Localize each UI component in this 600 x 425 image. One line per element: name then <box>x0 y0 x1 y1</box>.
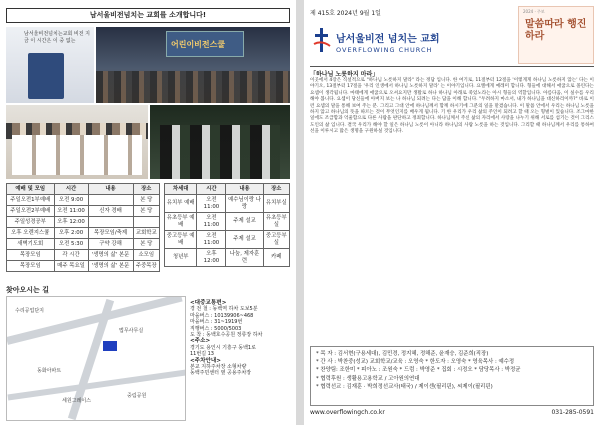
cell: 유초등부실 <box>263 213 289 231</box>
info-line: 직행버스 : 5000/5003 <box>190 325 242 332</box>
cell <box>133 217 159 228</box>
location-map <box>6 296 186 421</box>
staff-line: * 찬양팀: 조한미 * 피아노 : 조원숙 * 드럼 : 박영준 * 집회 : 시정오 * 담당목사 : 박정균 <box>316 367 521 374</box>
info-heading: <대중교통편> <box>190 300 227 306</box>
crowd-image <box>96 71 290 103</box>
cell: 유초등부 예배 <box>165 213 197 231</box>
cell: 오전 9:00 <box>54 195 88 206</box>
staff-line: * 간 사 : 박찬중(성교) 교회학교/교육 : 오영숙 * 한도자 : 오영숙 * 영육목사 : 예수정 <box>316 359 515 366</box>
cell: 매주 목요일 <box>54 261 88 272</box>
col-header: 시간 <box>54 184 88 195</box>
theme-card <box>518 6 594 64</box>
info-heading: <주차안내> <box>190 357 221 364</box>
cell: 주일오전2부예배 <box>7 206 55 217</box>
cell: 유치부실 <box>263 195 289 213</box>
cell: 구약 강해 <box>88 239 133 250</box>
cell: 유치부 예배 <box>165 195 197 213</box>
cell: 오후 오렌지스쿨 <box>7 228 55 239</box>
table-header-row <box>165 184 290 195</box>
cell: 신자 경배 <box>88 206 133 217</box>
directions-info <box>190 300 292 377</box>
map-label: 동화아파트 <box>37 368 62 374</box>
figures-image <box>160 125 280 179</box>
nextgen-schedule-table <box>164 183 290 267</box>
cell <box>88 217 133 228</box>
left-page <box>0 0 296 425</box>
divider <box>310 66 594 67</box>
theme-year: 2024 · 주보 <box>523 9 545 14</box>
jeans-image <box>28 53 64 99</box>
cell: 나눔, 제자훈련 <box>226 249 263 267</box>
cell: 주제 설교 <box>226 231 263 249</box>
cell: 목장모임 <box>7 261 55 272</box>
cell: 오후 12:00 <box>197 249 226 267</box>
cell: 오후 2:00 <box>54 228 88 239</box>
table-row <box>7 206 160 217</box>
info-heading: <주소> <box>190 338 211 345</box>
col-header: 장소 <box>263 184 289 195</box>
cell: 교회학교 <box>133 228 159 239</box>
intro-banner: 남서울비전넘치는 교회를 소개합니다! <box>6 8 290 23</box>
cell: '생명의 삶' 본문 <box>88 250 133 261</box>
theme-title: 말씀따라 행진하라 <box>525 19 587 42</box>
cell: 주일오전1부예배 <box>7 195 55 206</box>
cell: 오전 11:00 <box>54 206 88 217</box>
table-row <box>7 195 160 206</box>
staff-box <box>310 346 594 406</box>
cell: 중고등부 예배 <box>165 231 197 249</box>
col-header: 내용 <box>88 184 133 195</box>
table-row <box>7 261 160 272</box>
map-title: 찾아오시는 길 <box>6 286 50 294</box>
map-label: 수리공업단지 <box>15 308 44 314</box>
info-line: 경 전 철 : 동백역 하차 도보5분 <box>190 306 258 313</box>
cell: 본 당 <box>133 195 159 206</box>
info-line: 마을버스 : 31~1919번 <box>190 319 243 326</box>
road <box>7 370 186 401</box>
cell <box>88 195 133 206</box>
info-line: 11번길 13 <box>190 351 214 358</box>
cell: 주일성경공부 <box>7 217 55 228</box>
table-row <box>165 249 290 267</box>
map-label: 중림공원 <box>127 393 147 399</box>
cell: 주제 설교 <box>226 213 263 231</box>
map-label: 세원그레이스 <box>62 398 91 404</box>
table-row <box>7 228 160 239</box>
table-row <box>7 250 160 261</box>
cell: 본 당 <box>133 206 159 217</box>
col-header: 차세대 <box>165 184 197 195</box>
cell: 오전 11:00 <box>197 213 226 231</box>
staff-line: * 협력후원 : 생활용고용학교 / 고아원의연대 <box>316 375 420 382</box>
photo-caption: 남서울비전넘치는교회 비전 지금 이 시간은 이 중 없는 <box>24 31 90 44</box>
cell: 오전 11:00 <box>197 195 226 213</box>
photo-jeans <box>6 27 94 103</box>
table-row <box>7 217 160 228</box>
cell: 오전 11:00 <box>197 231 226 249</box>
cell: '생명의 삶' 본문 <box>88 261 133 272</box>
cell: 오전 5:30 <box>54 239 88 250</box>
staff-line: * 협력선교 : 김재훈 · 박희정선교사(태국) / 제이센(필리핀), 씨제이(필리핀) <box>316 383 493 390</box>
church-location-marker <box>103 341 117 351</box>
table-row <box>165 213 290 231</box>
right-page <box>304 0 600 425</box>
info-line: 동백주민센터 옆 공용주차장 <box>190 370 252 377</box>
tables-image <box>12 135 142 175</box>
info-line: 도 착 : 동백호수공원 정류장 하차 <box>190 332 263 339</box>
contact-footer <box>310 409 594 416</box>
sermon-title: 「하나님 노릇하지 마라」 <box>310 71 379 78</box>
cell: 주중목장 <box>133 261 159 272</box>
issue-info: 제 415호 2024년 9월 1일 <box>310 10 381 17</box>
cell: 소모임 <box>133 250 159 261</box>
photo-prayer <box>150 105 290 179</box>
church-logo-icon <box>312 26 332 54</box>
cell: 중고등부실 <box>263 231 289 249</box>
info-line: 경기도 용인시 기흥구 동백1로 <box>190 344 256 351</box>
worship-schedule-table <box>6 183 160 272</box>
cell: 청년부 <box>165 249 197 267</box>
cell: 오후 12:00 <box>54 217 88 228</box>
map-label: 법무사무실 <box>119 328 144 334</box>
website-link[interactable]: www.overflowingch.co.kr <box>310 409 385 416</box>
col-header: 내용 <box>226 184 263 195</box>
photo-collage <box>6 27 290 179</box>
church-name-english: OVERFLOWING CHURCH <box>336 46 433 54</box>
table-row <box>165 231 290 249</box>
photo-fellowship <box>6 105 148 179</box>
cell: 예수님이랑 나랑 <box>226 195 263 213</box>
cell: 목장모임 <box>7 250 55 261</box>
col-header: 시간 <box>197 184 226 195</box>
cell: 카페 <box>263 249 289 267</box>
info-line: 마을버스 : 10139906~468 <box>190 312 254 319</box>
table-row <box>7 239 160 250</box>
staff-line: * 목 자 : 김서현(구용세대), 김민경, 정지혜, 정해준, 윤재승, 김준희(직장) <box>316 351 489 357</box>
cell: 목장모임/축제 <box>88 228 133 239</box>
cell: 새벽기도회 <box>7 239 55 250</box>
church-name: 남서울비전 넘치는 교회 <box>336 34 440 45</box>
col-header: 장소 <box>133 184 159 195</box>
screen-text: 어린이비전스쿨 <box>171 40 226 49</box>
table-row <box>165 195 290 213</box>
sermon-body: 이곳에서 4장은 직설적으로 "하나님 노릇하지 말라" 라는 정답 입니다. 한 여기로, 11절부터 12절을 '이렇게게 하나님 노릇하지 않는' 다는 이야기오, 13절부터 17절을 '우리 인생에서 하나님 노릇하지 말라' 는 이야기입니다. 요엘에게 예레미 합니다. 형들에 대해서 애굽으로 몰린다는 요셉이 생각됩니다. 마태에게 애굽으로 오셔요지만 생활로 하나 하나님 아래로 죽었노라는 아시 형들의 역할입니다. 아름다움, 이 실수를 우리 해야 봅니다. 요셉이 당신들에 아버지 보는 나 하나님 되려는 다는 답을 이해 합니다. "두려하지 마소서, 내가 하나님을 대신하리이까?" 바로 이런 요셉의 말을 통해 보여 주는 분. 그리고 그대 안에 하나님께서 함께 하시기에 그분의 일을 맡겼습니다. 이 말씀 안에서 우리는 하나님 노릇을 하지 않고 하나님의 뜻을 따르는 것이 무엇인지를 배우게 됩니다. 기 한 우리가 우리 삶의 주인이 되려고 할 때 오는 형벌이 있습니다. 조그마한 일에도 조급함과 억울함으로 다른 사람을 판단하고 정죄합니다. 하나님께서 주신 삶의 자리에서 사랑을 나누기 위해 서로를 섬기는 것이 그리스도인의 삶 입니다. 결국 우리가 해야 할 일은 하나님 노릇이 아니라 하나님의 사람 노릇을 하는 것입니다. 그리할 때 하나님께서 우리를 통하여 선을 이루시고 많은 생명을 구원하실 것입니다. <box>310 78 594 135</box>
cell: 각 시간 <box>54 250 88 261</box>
table-header-row <box>7 184 160 195</box>
phone-number: 031-285-0591 <box>551 409 594 416</box>
projector-screen <box>166 31 244 57</box>
col-header: 예배 및 모임 <box>7 184 55 195</box>
info-line: 본교 지하주차장 소형차량 <box>190 364 247 371</box>
photo-worship <box>96 27 290 103</box>
cell: 본 당 <box>133 239 159 250</box>
